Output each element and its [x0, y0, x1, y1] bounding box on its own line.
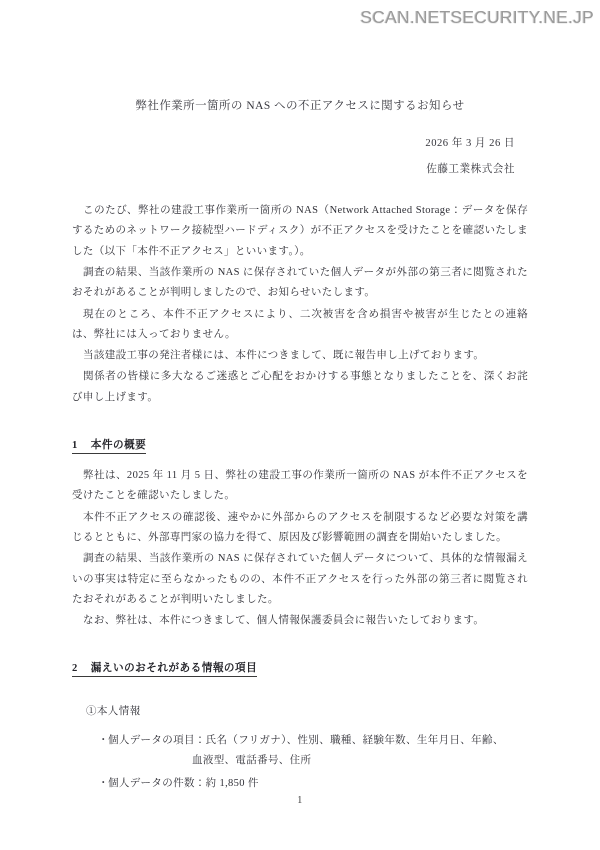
section-2	[72, 658, 528, 794]
section-1-heading	[72, 437, 146, 454]
section-1-paragraph: 本件不正アクセスの確認後、速やかに外部からのアクセスを制限するなど必要な対策を講じるとともに、外部専門家の協力を得て、原因及び影響範囲の調査を開始いたしました。	[72, 511, 528, 543]
section-1-body	[72, 466, 528, 631]
subsection-label: ①本人情報	[86, 706, 141, 718]
section-1-title: 本件の概要	[90, 440, 147, 452]
page-number: 1	[297, 795, 303, 806]
section-2-heading	[72, 660, 257, 677]
intro-paragraph: 現在のところ、本件不正アクセスにより、二次被害を含め損害や被害が生じたとの連絡は、弊社には入っておりません。	[72, 308, 528, 340]
intro-paragraph: 当該建設工事の発注者様には、本件につきまして、既に報告申し上げております。	[83, 350, 485, 362]
section-1-number: 1	[72, 440, 78, 452]
list-item-continuation: 血液型、電話番号、住所	[192, 754, 312, 766]
intro-paragraph: 関係者の皆様に多大なるご迷惑とご心配をおかけする事態となりましたことを、深くお詫び申し上げます。	[72, 371, 528, 403]
section-1-paragraph: 調査の結果、当該作業所の NAS に保存されていた個人データについて、具体的な情報漏えいの事実は特定に至らなかったものの、本件不正アクセスを行った外部の第三者に閲覧されたおそれがあることが判明いたしました。	[72, 553, 528, 605]
leaked-data-list	[72, 731, 528, 794]
list-item-text: 個人データの件数：約 1,850 件	[108, 778, 259, 790]
section-2-number: 2	[72, 663, 78, 675]
list-item	[72, 774, 528, 794]
section-1-paragraph: なお、弊社は、本件につきまして、個人情報保護委員会に報告いたしております。	[83, 615, 485, 627]
issuing-organization: 佐藤工業株式会社	[426, 164, 515, 176]
section-1-paragraph: 弊社は、2025 年 11 月 5 日、弊社の建設工事の作業所一箇所の NAS が本件不正アクセスを受けたことを確認いたしました。	[72, 470, 528, 502]
intro-paragraph: このたび、弊社の建設工事作業所一箇所の NAS（Network Attached Storage：データを保存するためのネットワーク接続型ハードディスク）が不正アクセスを受けたことを確認いたしました（以下「本件不正アクセス」といいます。）。	[72, 205, 528, 257]
page-title: 弊社作業所一箇所の NAS への不正アクセスに関するお知らせ	[135, 100, 465, 112]
section-1	[72, 435, 528, 631]
intro-block	[72, 201, 528, 408]
section-2-title: 漏えいのおそれがある情報の項目	[90, 663, 258, 675]
intro-paragraph: 調査の結果、当該作業所の NAS に保存されていた個人データが外部の第三者に閲覧されたおそれがあることが判明しましたので、お知らせいたします。	[72, 267, 528, 299]
list-item	[72, 731, 528, 770]
section-2-body	[72, 703, 528, 794]
bullet-marker: ・	[98, 735, 109, 747]
scan-watermark: SCAN.NETSECURITY.NE.JP	[360, 7, 594, 27]
document-date: 2026 年 3 月 26 日	[425, 138, 515, 150]
bullet-marker: ・	[98, 778, 109, 790]
list-item-text: 個人データの項目：氏名（フリガナ）、性別、職種、経験年数、生年月日、年齢、	[108, 735, 504, 747]
